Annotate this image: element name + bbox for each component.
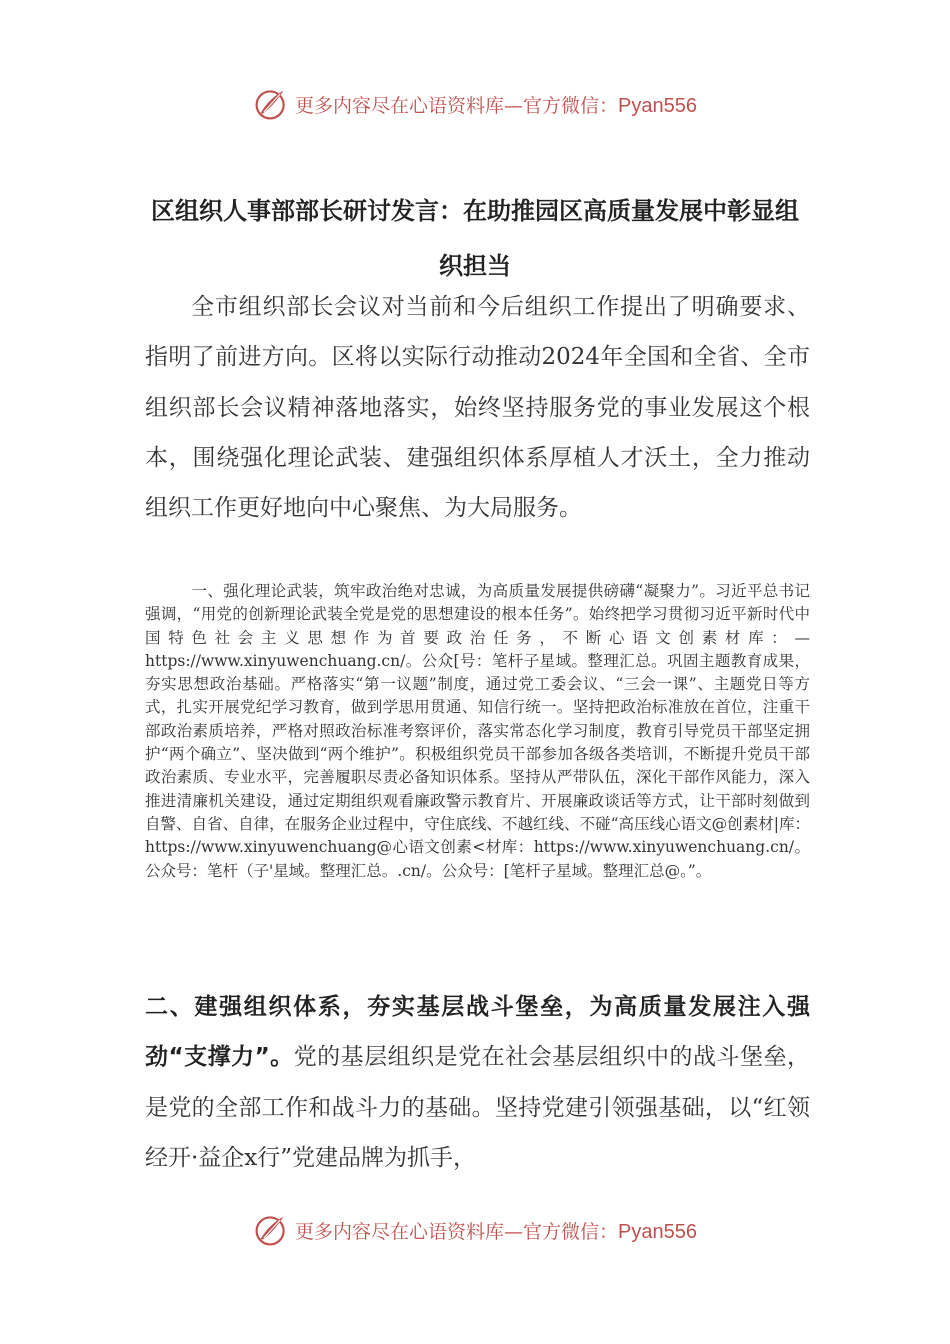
footer-watermark-banner [0,1210,950,1250]
banner-text: 更多内容尽在心语资料库—官方微信：Pyan556 [295,1220,697,1243]
wechat-id: Pyan556 [618,94,697,117]
document-title: 区组织人事部部长研讨发言：在助推园区高质量发展中彰显组织担当 [151,197,799,281]
intro-paragraph: 全市组织部长会议对当前和今后组织工作提出了明确要求、指明了前进方向。区将以实际行动推动2024年全国和全省、全市组织部长会议精神落地落实，始终坚持服务党的事业发展这个根本，围绕强化理论武装、建强组织体系厚植人才沃土，全力推动组织工作更好地向中心聚焦、为大局服务。 [145,294,810,522]
section-two-heading: 二、建强组织体系，夯实基层战斗堡垒，为高质量发展注入强劲“支撑力”。 [145,994,810,1071]
feather-pen-logo-icon [253,86,289,122]
section-one-paragraph: 一、强化理论武装，筑牢政治绝对忠诚，为高质量发展提供磅礴“凝聚力”。习近平总书记强调，“用党的创新理论武装全党是党的思想建设的根本任务”。始终把学习贯彻习近平新时代中国特色社会主义思想作为首要政治任务，不断心语文创素材库：—https://www.xinyuwenchuang.cn/。公众[号：笔杆子星域。整理汇总。巩固主题教育成果，夯实思想政治基础。严格落实“第一议题”制度，通过党工委会议、“三会一课”、主题党日等方式，扎实开展党纪学习教育，做到学思用贯通、知信行统一。坚持把政治标准放在首位，注重干部政治素质培养，严格对照政治标准考察评价，落实常态化学习制度，教育引导党员干部坚定拥护“两个确立”、坚决做到“两个维护”。积极组织党员干部参加各级各类培训，不断提升党员干部政治素质、专业水平，完善履职尽责必备知识体系。坚持从严带队伍，深化干部作风能力，深入推进清廉机关建设，通过定期组织观看廉政警示教育片、开展廉政谈话等方式，让干部时刻做到自警、自省、自律，在服务企业过程中，守住底线、不越红线、不碰“高压线心语文@创素材|库：https://www.xinyuwenchuang@心语文创素<材库：https://www.xinyuwenchuang.cn/。公众号：笔杆（子'星域。整理汇总。.cn/。公众号：[笔杆子星域。整理汇总@。”。 [145,582,810,880]
wechat-id: Pyan556 [618,1220,697,1243]
section-two-paragraph [145,982,810,1183]
section-two-body: 党的基层组织是党在社会基层组织中的战斗堡垒，是党的全部工作和战斗力的基础。坚持党建引领强基础，以“红领经开·益企x行”党建品牌为抓手， [145,1044,811,1171]
feather-pen-logo-icon [253,1212,289,1248]
header-watermark-banner [0,84,950,124]
banner-text: 更多内容尽在心语资料库—官方微信：Pyan556 [295,94,697,117]
